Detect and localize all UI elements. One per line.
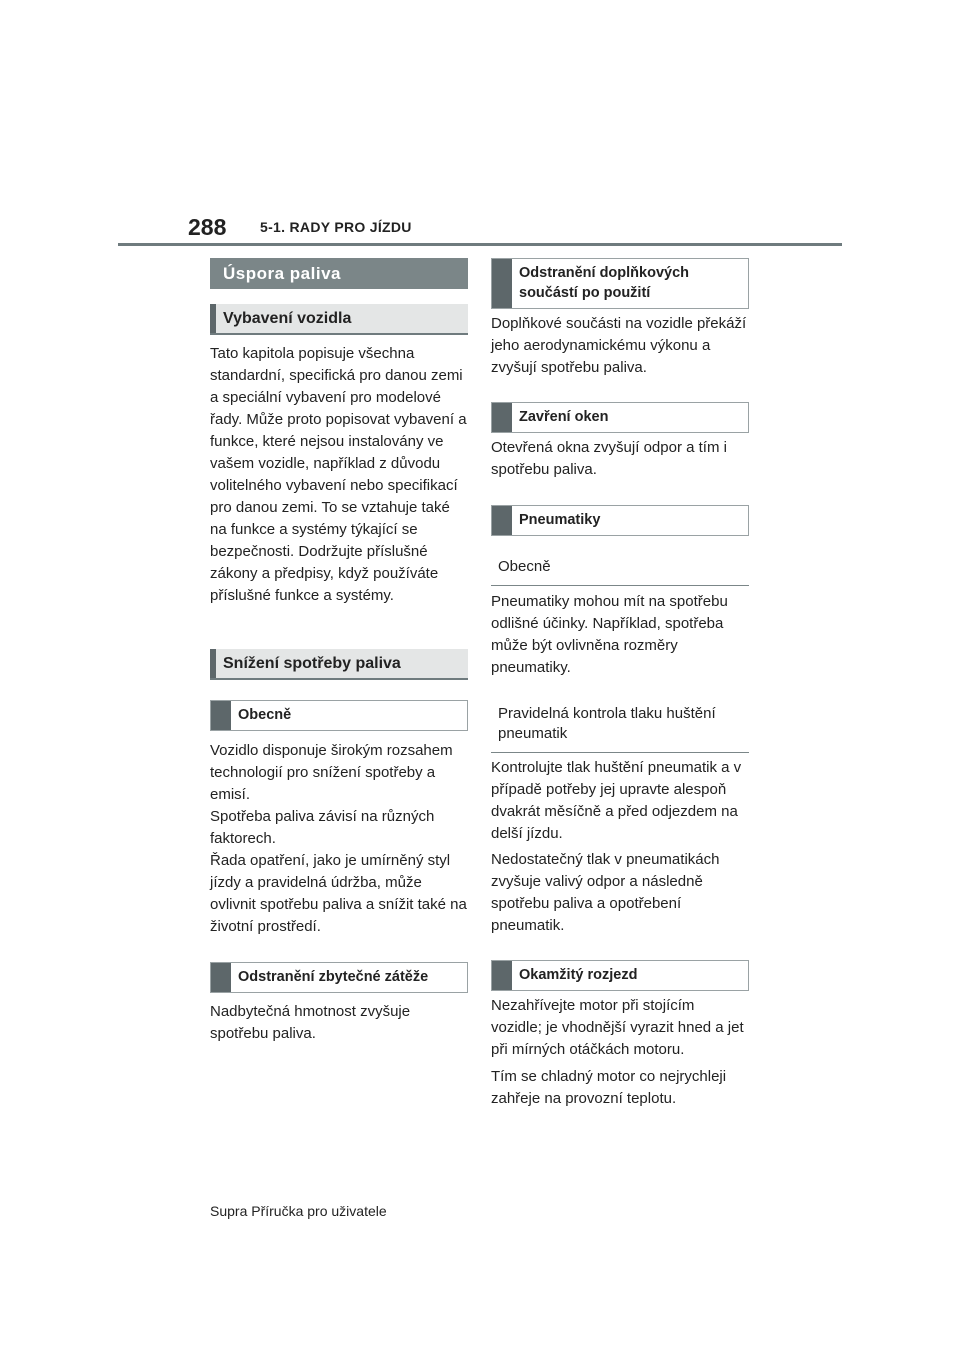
general-paragraph-3: Řada opatření, jako je umírněný styl jízdy a pravidelná údržba, může ovlivnit spotřebu paliva a snížit také na životní prostředí. bbox=[210, 852, 467, 935]
main-heading: Úspora paliva bbox=[210, 258, 468, 289]
remove-parts-paragraph: Doplňkové součásti na vozidle překáží jeho aerodynamickému výkonu a zvyšují spotřebu paliva. bbox=[491, 315, 747, 376]
immediate-start-paragraph-1: Nezahřívejte motor při stojícím vozidle; je vhodnější vyrazit hned a jet při mírných otáčkách motoru. bbox=[491, 997, 744, 1058]
remove-load-paragraph: Nadbytečná hmotnost zvyšuje spotřebu paliva. bbox=[210, 1003, 411, 1042]
tyres-pressure-paragraph-1: Kontrolujte tlak huštění pneumatik a v případě potřeby jej upravte alespoň dvakrát měsíčně a před odjezdem na delší jízdu. bbox=[491, 759, 742, 842]
tyres-general-heading: Obecně bbox=[491, 555, 749, 586]
general-paragraph-2: Spotřeba paliva závisí na různých faktorech. bbox=[210, 808, 435, 847]
general-paragraph-1: Vozidlo disponuje širokým rozsahem technologií pro snížení spotřeby a emisí. bbox=[210, 742, 453, 803]
close-windows-paragraph: Otevřená okna zvyšují odpor a tím i spotřebu paliva. bbox=[491, 439, 727, 478]
tyres-general-paragraph: Pneumatiky mohou mít na spotřebu odlišné účinky. Například, spotřeba může být ovlivněna rozměry pneumatiky. bbox=[491, 593, 728, 676]
equipment-paragraph: Tato kapitola popisuje všechna standardní, specifická pro danou zemi a speciální vybavení pro modelové řady. Může proto popisovat vybavení a funkce, které nejsou instalovány ve vašem vozidle, například z důvodu volitelného vybavení nebo specifikací pro danou zemi. To se vztahuje také na funkce a systémy týkající se bezpečnosti. Dodržujte příslušné zákony a předpisy, když používáte příslušné funkce a systémy. bbox=[210, 345, 467, 604]
section-heading-equipment: Vybavení vozidla bbox=[210, 304, 468, 335]
footer-text: Supra Příručka pro uživatele bbox=[210, 1203, 387, 1219]
tyres-pressure-heading: Pravidelná kontrola tlaku huštění pneumatik bbox=[491, 702, 749, 753]
subheading-tyres: Pneumatiky bbox=[491, 505, 749, 536]
page-number: 288 bbox=[188, 214, 227, 240]
subheading-remove-parts: Odstranění doplňkových součástí po použití bbox=[491, 258, 749, 309]
subheading-close-windows: Zavření oken bbox=[491, 402, 749, 433]
section-heading-fuel-reduction: Snížení spotřeby paliva bbox=[210, 649, 468, 680]
subheading-remove-load: Odstranění zbytečné zátěže bbox=[210, 962, 468, 993]
subheading-general: Obecně bbox=[210, 700, 468, 731]
header-divider bbox=[118, 243, 842, 246]
tyres-pressure-paragraph-2: Nedostatečný tlak v pneumatikách zvyšuje valivý odpor a následně spotřebu paliva a opotřebení pneumatik. bbox=[491, 851, 720, 934]
chapter-title: 5-1. RADY PRO JÍZDU bbox=[260, 219, 412, 235]
immediate-start-paragraph-2: Tím se chladný motor co nejrychleji zahřeje na provozní teplotu. bbox=[491, 1068, 727, 1107]
subheading-immediate-start: Okamžitý rozjezd bbox=[491, 960, 749, 991]
